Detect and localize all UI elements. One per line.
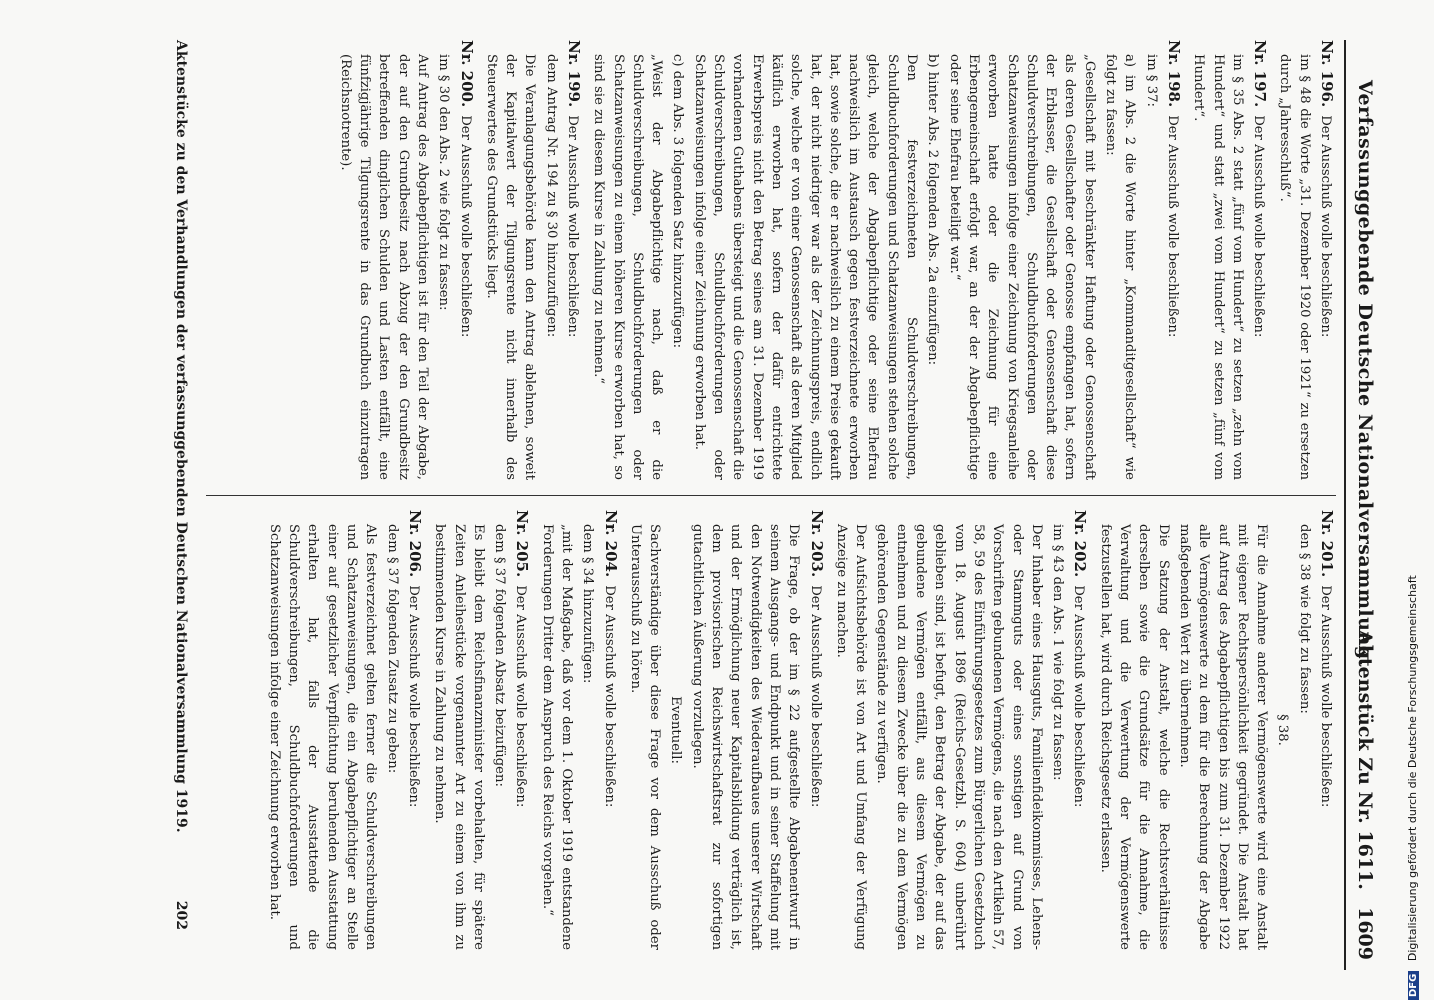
motion-entry <box>537 510 619 950</box>
motion-number: Nr. 203. <box>807 510 826 578</box>
motion-text: „mit der Maßgabe, daß vor dem 1. Oktober 1919 entstandene Forderungen Dritter dem Anspruch des Reichs vorgehen.“ <box>539 524 575 950</box>
motion-text: dem Antrag Nr. 194 zu § 30 hinzuzufügen: <box>543 54 559 338</box>
motion-number: Nr. 199. <box>565 40 584 108</box>
motion-entry <box>1095 510 1336 950</box>
motion-number: Nr. 200. <box>457 40 476 108</box>
motion-entry <box>430 510 531 950</box>
motion-text: Die Veranlagungsbehörde kann den Antrag ablehnen, soweit der Kapitalwert der Tilgungsrente nicht innerhalb des Steuerwertes des Grundstücks liegt. <box>483 54 538 480</box>
motion-number: Nr. 204. <box>601 510 620 578</box>
motion-heading <box>805 510 825 950</box>
motion-heading <box>511 510 531 950</box>
motion-heading-text: Der Ausschuß wolle beschließen: <box>1318 585 1333 808</box>
motion-text: Eventuell: <box>668 696 684 764</box>
motion-heading <box>1316 510 1336 950</box>
motion-number: Nr. 196. <box>1318 40 1336 108</box>
left-column <box>329 40 1336 480</box>
motion-entry <box>1189 40 1269 480</box>
motion-text: im § 48 die Worte „31. Dezember 1920 oder 1921“ zu ersetzen durch „Jahresschluß“. <box>1277 54 1312 480</box>
motion-number: Nr. 206. <box>405 510 424 578</box>
motion-heading-text: Der Ausschuß wolle beschließen: <box>405 585 421 808</box>
motion-heading-text: Der Ausschuß wolle beschließen: <box>601 585 617 808</box>
motion-text: Für die Annahme anderer Vermögenswerte wird eine Anstalt mit eigener Rechtspersönlichkeit gegründet. Die Anstalt hat auf Antrag des Abgabepflichtigen bis zum 31. Dezember 1922 alle Vermögenswerte zu dem für die Berechnung der Abgabe maßgebenden Wert zu übernehmen. <box>1176 524 1270 950</box>
motion-entry <box>335 40 475 480</box>
motion-heading <box>599 510 619 950</box>
header-file-reference: Aktenstück Zu Nr. 1611. <box>1354 630 1376 890</box>
motion-text: a) im Abs. 2 die Worte hinter „Kommanditgesellschaft“ wie folgt zu fassen: <box>1103 54 1138 480</box>
page-footer <box>150 40 190 970</box>
motion-heading-text: Der Ausschuß wolle beschließen: <box>1251 115 1267 338</box>
motion-entry <box>482 40 583 480</box>
motion-entry <box>626 510 826 950</box>
digitization-credit-text: Digitalisierung gefördert durch die Deutsche Forschungsgemeinschaft <box>1406 575 1419 962</box>
motion-text: b) hinter Abs. 2 folgenden Abs. 2a einzufügen: <box>925 54 941 366</box>
motion-text: „Weist der Abgabepflichtige nach, daß er die Schuldverschreibungen, Schuldbuchforderungen oder Schatzanweisungen zu einem höheren Kurse erworben hat, so sind sie zu diesem Kurse in Zahlung zu nehmen.“ <box>591 54 665 480</box>
motion-text: „Gesellschaft mit beschränkter Haftung oder Genossenschaft als deren Gesellschafter oder Genosse empfangen hat, sofern der Erblasser, die Gesellschaft oder Genossenschaft diese Schuldverschreibungen, Schuldbuchforderungen oder Schatzanweisungen infolge einer Zeichnung von Kriegsanleihe erworben hatte oder die Zeichnung für eine Erbengemeinschaft erfolgt war, an der der Abgabepflichtige oder seine Ehefrau beteiligt war.“ <box>946 54 1097 480</box>
motion-text: c) dem Abs. 3 folgenden Satz hinzuzufügen: <box>670 54 686 349</box>
motion-heading <box>404 510 424 950</box>
footer-number: 202 <box>173 900 189 930</box>
motion-heading <box>1249 40 1269 480</box>
motion-text: Es bleibt dem Reichsfinanzminister vorbehalten, für spätere Zeiten Anleihestücke vorgenannter Art zu einem von ihm zu bestimmenden Kurse in Zahlung zu nehmen. <box>432 524 486 950</box>
motion-entry <box>589 40 1183 480</box>
motion-heading-text: Der Ausschuß wolle beschließen: <box>807 585 823 808</box>
motion-heading-text: Der Ausschuß wolle beschließen: <box>565 115 581 338</box>
motion-entry <box>832 510 1090 950</box>
motion-text: Der Inhaber eines Hausguts, Familienfideikommisses, Lehens- oder Stammguts oder eines sonstigen auf Grund von Vorschriften gebundenen Vermögens, die nach den Artikeln 57, 58, 59 des Einführungsgesetzes zum Bürgerlichen Gesetzbuch vom 18. August 1896 (Reichs-Gesetzbl. S. 604) unberührt geblieben sind, ist befugt, den Betrag der Abgabe, der auf das gebundene Vermögen entfällt, aus diesem Vermögen zu entnehmen und zu diesem Zwecke über die zu dem Vermögen gehörenden Gegenstände zu verfügen. <box>874 524 1044 950</box>
rotated-page <box>80 40 1380 970</box>
motion-heading-text: Der Ausschuß wolle beschließen: <box>1164 115 1180 338</box>
header-page-number: 1609 <box>1354 907 1376 960</box>
motion-text: im § 35 Abs. 2 statt „fünf vom Hundert“ zu setzen „zehn vom Hundert“ und statt „zwei vom Hundert“ zu setzen „fünf vom Hundert“. <box>1191 54 1245 480</box>
motion-number: Nr. 201. <box>1318 510 1336 578</box>
motion-text: dem § 34 hinzuzufügen: <box>580 524 596 684</box>
motion-text: im § 37: <box>1143 54 1159 107</box>
motion-heading <box>455 40 475 480</box>
footer-text: Aktenstücke zu den Verhandlungen der verfassunggebenden Deutschen Nationalversammlung 1919. <box>173 40 189 833</box>
motion-number: Nr. 197. <box>1251 40 1270 108</box>
motion-heading-text: Der Ausschuß wolle beschließen: <box>1071 585 1087 808</box>
motion-heading-text: Der Ausschuß wolle beschließen: <box>457 115 473 338</box>
motion-text: § 38. <box>1275 714 1291 746</box>
motion-number: Nr. 205. <box>513 510 532 578</box>
page-header <box>1344 40 1380 970</box>
motion-heading-text: Der Ausschuß wolle beschließen: <box>1318 115 1333 338</box>
header-title: Verfassunggebende Deutsche Nationalversammlung. <box>1354 80 1376 667</box>
column-divider <box>206 495 1336 496</box>
motion-text: den § 38 wie folgt zu fassen: <box>1296 524 1312 714</box>
motion-heading-text: Der Ausschuß wolle beschließen: <box>513 585 529 808</box>
motion-heading <box>1316 40 1336 480</box>
motion-heading <box>1069 510 1089 950</box>
digitization-credit <box>1406 0 1426 1000</box>
motion-text: Sachverständige über diese Frage vor dem Ausschuß oder Unterausschuß zu hören. <box>627 524 663 950</box>
right-column <box>259 510 1336 950</box>
motion-text: Die Satzung der Anstalt, welche die Rechtsverhältnisse derselben sowie die Grundsätze für die Annahme, die Verwaltung und die Verwertung der Vermögenswerte festzustellen hat, wird durch Reichsgesetz erlassen. <box>1097 524 1171 950</box>
dfg-logo: DFG <box>1408 971 1419 1000</box>
motion-text: dem § 37 folgenden Absatz beizufügen: <box>492 524 508 787</box>
motion-text: Der Aufsichtsbehörde ist von Art und Umfang der Verfügung Anzeige zu machen. <box>833 524 869 950</box>
motion-text: Die Frage, ob der im § 22 aufgestellte Abgabenentwurf in seinem Ausgangs- und Endpunkt und in seiner Staffelung mit den Notwendigkeiten des Wiederaufbaues unserer Wirtschaft und der Ermöglichung neuer Kapitalsbildung verträglich ist, dem provisorischen Reichswirtschaftsrat zur sofortigen gutachtlichen Äußerung vorzulegen. <box>689 524 802 950</box>
motion-number: Nr. 198. <box>1164 40 1183 108</box>
motion-heading <box>563 40 583 480</box>
motion-text: im § 30 den Abs. 2 wie folgt zu fassen: <box>436 54 452 311</box>
document-page <box>80 40 1380 970</box>
motion-heading <box>1163 40 1183 480</box>
motion-text: im § 43 den Abs. 1 wie folgt zu fassen: <box>1050 524 1066 781</box>
motion-entry <box>1275 40 1336 480</box>
motion-entry <box>265 510 424 950</box>
motion-text: dem § 37 folgenden Zusatz zu geben: <box>384 524 400 774</box>
motion-number: Nr. 202. <box>1071 510 1090 578</box>
motion-text: Den festverzeichneten Schuldverschreibungen, Schuldbuchforderungen und Schatzanweisungen stehen solche gleich, welche der Abgabepflichtige oder seine Ehefrau nachweislich im Austausch gegen festverzeichnete erworben hat, sowie solche, die er nachweislich zu einem Preise gekauft hat, der nicht niedriger war als der Zeichnungspreis, endlich solche, welche er von einer Genossenschaft als deren Mitglied käuflich erworben hat, sofern der dafür entrichtete Erwerbspreis nicht den Betrag seines am 31. Dezember 1919 vorhandenen Guthabens übersteigt und die Genossenschaft die Schuldverschreibungen, Schuldbuchforderungen oder Schatzanweisungen infolge einer Zeichnung erworben hat. <box>691 54 920 480</box>
motion-text: Als festverzeichnet gelten ferner die Schuldverschreibungen und Schatzanweisungen, die ein Abgabepflichtiger an Stelle einer auf gesetzlicher Verpflichtung beruhenden Ausstattung erhalten hat, falls der Ausstattende die Schuldverschreibungen, Schuldbuchforderungen und Schatzanweisungen infolge einer Zeichnung erworben hat. <box>266 524 379 950</box>
motion-text: Auf Antrag des Abgabepflichtigen ist für den Teil der Abgabe, der auf den Grundbesitz nach Abzug der den Grundbesitz betreffenden dinglichen Schulden und Lasten entfällt, eine fünfzigjährige Tilgungsrente in das Grundbuch einzutragen (Reichsnotrente). <box>337 54 430 480</box>
